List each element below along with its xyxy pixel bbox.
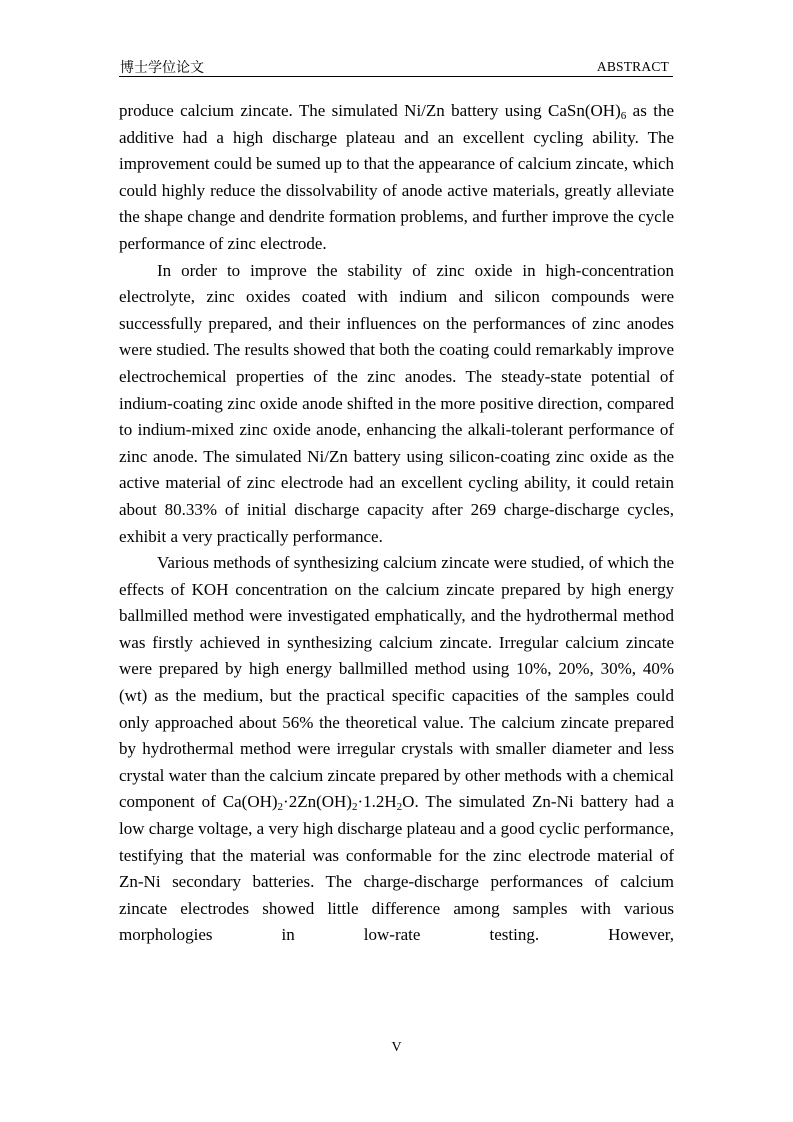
paragraph-3-text-b: ·2Zn(OH) [283, 792, 352, 812]
paragraph-3-subscript-2: 2 [351, 801, 358, 814]
paragraph-1-text-b: as the additive had a high discharge plateau and an excellent cycling ability. The improvement could be sumed up to that the appearance of calcium zincate, which could highly reduce the dissolvability of anode active materials, greatly alleviate the shape change and dendrite formation problems, and further improve the cycle performance of zinc electrode. [119, 101, 674, 253]
paragraph-3-text-c: ·1.2H [357, 792, 397, 812]
page-number: V [391, 1040, 402, 1055]
paragraph-1-text-a: produce calcium zincate. The simulated Ni/Zn battery using CaSn(OH) [119, 101, 621, 120]
paragraph-3-text-a: Various methods of synthesizing calcium zincate were studied, of which the effects of KOH concentration on the calcium zincate prepared by high energy ballmilled method were investigated emphatically, and the hydrothermal method was firstly achieved in synthesizing calcium zincate. Irregular calcium zincate were prepared by high energy ballmilled method using 10%, 20%, 30%, 40% (wt) as the medium, but the practical specific capacities of the samples could only approached about 56% the theoretical value. The calcium zincate prepared by hydrothermal method were irregular crystals with smaller diameter and less crystal water than the calcium zincate prepared by other methods with a chemical component of Ca(OH) [119, 553, 674, 812]
page-header [119, 56, 673, 77]
paragraph-3-subscript-1: 2 [277, 801, 284, 814]
header-thesis-label: 博士学位论文 [120, 61, 204, 76]
abstract-body [119, 98, 674, 949]
paragraph-1 [119, 98, 674, 258]
paragraph-3 [119, 550, 674, 949]
paragraph-3-subscript-3: 2 [396, 801, 403, 814]
paragraph-1-subscript: 6 [620, 110, 627, 122]
paragraph-2: In order to improve the stability of zinc oxide in high-concentration electrolyte, zinc oxides coated with indium and silicon compounds were successfully prepared, and their influences on the performances of zinc anodes were studied. The results showed that both the coating could remarkably improve electrochemical properties of the zinc anodes. The steady-state potential of indium-coating zinc oxide anode shifted in the more positive direction, compared to indium-mixed zinc oxide anode, enhancing the alkali-tolerant performance of zinc anode. The simulated Ni/Zn battery using silicon-coating zinc oxide as the active material of zinc electrode had an excellent cycling ability, it could retain about 80.33% of initial discharge capacity after 269 charge-discharge cycles, exhibit a very practically performance. [119, 260, 674, 546]
paragraph-3-text-d: O. The simulated Zn-Ni battery had a low charge voltage, a very high discharge plateau and a good cyclic performance, testifying that the material was conformable for the zinc electrode material of Zn-Ni secondary batteries. The charge-discharge performances of calcium zincate electrodes showed little difference among samples with various morphologies in low-rate testing. However, [119, 792, 674, 945]
header-section-label: ABSTRACT [596, 59, 669, 74]
